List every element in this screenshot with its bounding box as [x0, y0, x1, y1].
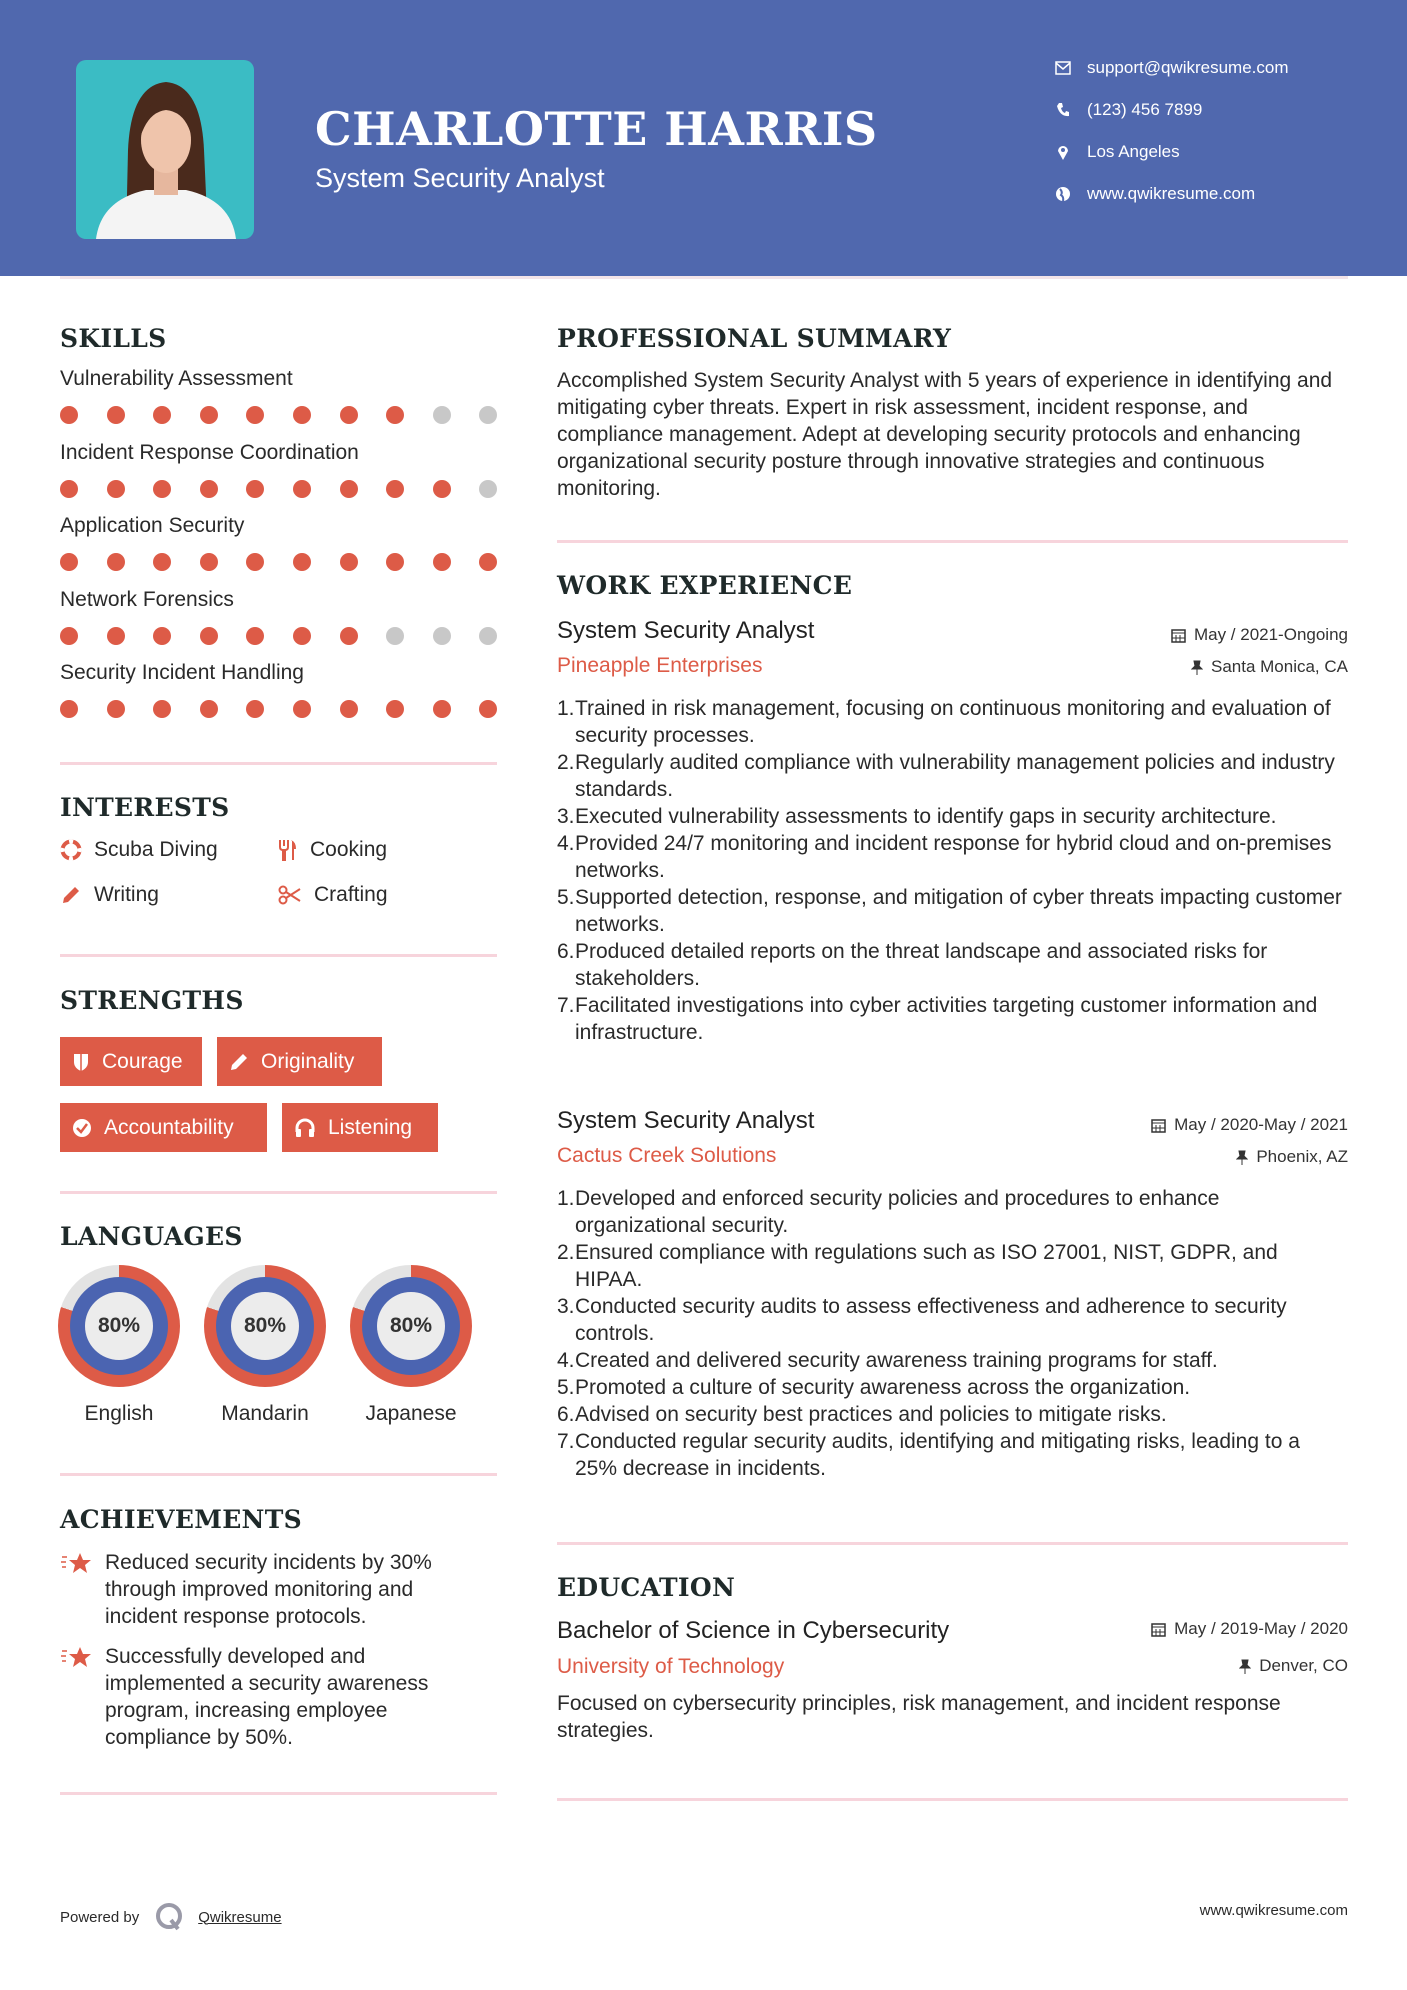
rating-dot-filled	[246, 553, 264, 571]
interest-item	[278, 838, 387, 862]
date-text: May / 2020-May / 2021	[1174, 1115, 1348, 1134]
globe-icon	[1052, 185, 1074, 203]
summary-text: Accomplished System Security Analyst with 5 years of experience in identifying and mitigating cyber threats. Expert in risk assessment, incident response, and compliance management. Adept at developing security protocols and enhancing organizational security posture through innovative strategies and continuous monitoring.	[557, 369, 1333, 500]
interest-label: Scuba Diving	[94, 838, 218, 861]
bullet-number: 3.	[557, 1295, 575, 1318]
bullet-text: Promoted a culture of security awareness across the organization.	[575, 1376, 1191, 1399]
job-bullet	[557, 1185, 1347, 1239]
rating-dot-filled	[153, 406, 171, 424]
company-name: Cactus Creek Solutions	[557, 1144, 777, 1167]
rating-dot-filled	[386, 406, 404, 424]
skill-label: Incident Response Coordination	[60, 440, 359, 464]
calendar-icon	[1151, 1118, 1166, 1133]
section-divider	[60, 1191, 497, 1194]
footer-url[interactable]: www.qwikresume.com	[1199, 1902, 1348, 1919]
bullet-text: Conducted security audits to assess effectiveness and adherence to security controls.	[575, 1295, 1287, 1345]
date-text: May / 2019-May / 2020	[1174, 1619, 1348, 1638]
rating-dot-filled	[340, 627, 358, 645]
skill-label: Application Security	[60, 514, 245, 538]
job-bullet	[557, 1293, 1347, 1347]
bullet-text: Ensured compliance with regulations such as ISO 27001, NIST, GDPR, and HIPAA.	[575, 1241, 1278, 1291]
rating-dot-filled	[293, 553, 311, 571]
contact-text: (123) 456 7899	[1087, 100, 1203, 119]
rating-dot-filled	[153, 480, 171, 498]
job-bullet	[557, 1347, 1347, 1374]
rating-dot-filled	[200, 480, 218, 498]
contact-text: www.qwikresume.com	[1087, 184, 1256, 203]
languages-heading: LANGUAGES	[60, 1222, 243, 1251]
bullet-number: 1.	[557, 697, 575, 720]
achievement-item	[60, 1643, 497, 1751]
strength-label: Originality	[261, 1049, 355, 1073]
skills-heading: SKILLS	[60, 324, 167, 353]
section-divider	[557, 1798, 1348, 1801]
bullet-text: Provided 24/7 monitoring and incident response for hybrid cloud and on-premises networks.	[575, 832, 1332, 882]
section-divider	[60, 954, 497, 957]
summary-heading: PROFESSIONAL SUMMARY	[557, 324, 952, 353]
skill-rating	[60, 700, 497, 718]
bullet-text: Advised on security best practices and policies to mitigate risks.	[575, 1403, 1167, 1426]
rating-dot-filled	[246, 406, 264, 424]
rating-dot-empty	[479, 480, 497, 498]
phone-icon	[1052, 101, 1074, 119]
strength-tag	[60, 1103, 267, 1152]
rating-dot-filled	[340, 700, 358, 718]
job-bullet	[557, 830, 1347, 884]
rating-dot-filled	[386, 700, 404, 718]
rating-dot-filled	[60, 553, 78, 571]
qwikresume-logo-icon	[154, 1902, 184, 1932]
job-bullet	[557, 938, 1347, 992]
rating-dot-empty	[479, 627, 497, 645]
rating-dot-filled	[107, 406, 125, 424]
contact-website[interactable]	[1052, 184, 1255, 204]
bullet-text: Produced detailed reports on the threat landscape and associated risks for stakeholders.	[575, 940, 1268, 990]
location-text: Phoenix, AZ	[1256, 1147, 1348, 1166]
achievement-text: Reduced security incidents by 30% through improved monitoring and incident response protocols.	[105, 1551, 432, 1628]
section-divider	[557, 1542, 1348, 1545]
interest-item	[60, 883, 159, 907]
scissors-icon	[278, 884, 302, 906]
education-location	[1239, 1656, 1348, 1676]
pencil-icon	[60, 884, 82, 906]
section-divider	[557, 540, 1348, 543]
strength-tag	[282, 1103, 438, 1152]
contact-text: Los Angeles	[1087, 142, 1180, 161]
star-icon	[60, 1643, 94, 1671]
language-proficiency-ring	[58, 1265, 180, 1387]
rating-dot-empty	[386, 627, 404, 645]
education-text: Focused on cybersecurity principles, risk management, and incident response strategies.	[557, 1692, 1281, 1742]
bullet-number: 4.	[557, 1349, 575, 1372]
rating-dot-filled	[200, 553, 218, 571]
bullet-number: 2.	[557, 751, 575, 774]
contact-phone[interactable]	[1052, 100, 1202, 120]
rating-dot-filled	[60, 700, 78, 718]
rating-dot-filled	[433, 553, 451, 571]
skill-rating	[60, 553, 497, 571]
section-divider	[60, 762, 497, 765]
rating-dot-empty	[433, 406, 451, 424]
job-bullet	[557, 1401, 1347, 1428]
section-divider	[60, 1792, 497, 1795]
education-date	[1151, 1619, 1348, 1639]
job-location	[1191, 657, 1348, 677]
bullet-number: 5.	[557, 886, 575, 909]
bullet-text: Regularly audited compliance with vulnerability management policies and industry standards.	[575, 751, 1335, 801]
job-bullet	[557, 1428, 1347, 1482]
job-bullet	[557, 803, 1347, 830]
job-date	[1151, 1115, 1348, 1135]
skill-rating	[60, 480, 497, 498]
rating-dot-filled	[293, 480, 311, 498]
rating-dot-filled	[107, 480, 125, 498]
pushpin-icon	[1191, 660, 1203, 675]
strength-label: Courage	[102, 1049, 183, 1073]
pushpin-icon	[1236, 1150, 1248, 1165]
bullet-text: Facilitated investigations into cyber activities targeting customer information and infrastructure.	[575, 994, 1318, 1044]
pushpin-icon	[1239, 1659, 1251, 1674]
rating-dot-filled	[246, 700, 264, 718]
language-percent: 80%	[231, 1292, 299, 1360]
language-label: Japanese	[365, 1402, 457, 1425]
strength-tag	[217, 1037, 382, 1086]
job-title: System Security Analyst	[557, 1107, 815, 1134]
calendar-icon	[1151, 1622, 1166, 1637]
language-percent: 80%	[377, 1292, 445, 1360]
rating-dot-empty	[479, 406, 497, 424]
location-text: Santa Monica, CA	[1210, 657, 1348, 676]
job-bullet	[557, 992, 1347, 1046]
utensils-icon	[278, 839, 298, 861]
date-text: May / 2021-Ongoing	[1193, 625, 1348, 644]
job-location	[1236, 1147, 1348, 1167]
rating-dot-filled	[433, 700, 451, 718]
star-icon	[60, 1549, 94, 1577]
interests-heading: INTERESTS	[60, 793, 230, 822]
skill-label: Vulnerability Assessment	[60, 367, 293, 390]
bullet-number: 2.	[557, 1241, 575, 1264]
headphones-icon	[294, 1118, 316, 1138]
rating-dot-filled	[340, 553, 358, 571]
school-name: University of Technology	[557, 1655, 785, 1678]
bullet-text: Executed vulnerability assessments to identify gaps in security architecture.	[575, 805, 1277, 828]
resume-header	[0, 0, 1407, 276]
job-date	[1171, 625, 1348, 645]
strengths-heading: STRENGTHS	[60, 986, 244, 1015]
interest-label: Crafting	[314, 883, 388, 906]
bullet-number: 1.	[557, 1187, 575, 1210]
footer-powered	[60, 1902, 282, 1932]
rating-dot-filled	[153, 700, 171, 718]
check-circle-icon	[72, 1118, 92, 1138]
rating-dot-empty	[433, 627, 451, 645]
education-heading: EDUCATION	[557, 1573, 736, 1602]
interest-label: Cooking	[310, 838, 388, 861]
rating-dot-filled	[293, 627, 311, 645]
interest-label: Writing	[94, 883, 159, 906]
location-text: Denver, CO	[1259, 1656, 1348, 1675]
rating-dot-filled	[386, 480, 404, 498]
rating-dot-filled	[293, 406, 311, 424]
job-bullets	[557, 695, 1347, 1046]
rating-dot-filled	[200, 700, 218, 718]
rating-dot-filled	[60, 406, 78, 424]
rating-dot-filled	[60, 627, 78, 645]
bullet-text: Conducted regular security audits, identifying and mitigating risks, leading to a 25% decrease in incidents.	[575, 1430, 1300, 1480]
language-label: English	[84, 1402, 154, 1425]
life-ring-icon	[60, 839, 82, 861]
company-name: Pineapple Enterprises	[557, 654, 763, 677]
contact-location	[1052, 142, 1180, 162]
language-percent: 80%	[85, 1292, 153, 1360]
skill-label: Network Forensics	[60, 587, 234, 611]
rating-dot-filled	[200, 406, 218, 424]
bullet-text: Created and delivered security awareness training programs for staff.	[575, 1349, 1218, 1372]
candidate-title: System Security Analyst	[315, 163, 605, 193]
language-proficiency-ring	[350, 1265, 472, 1387]
interest-item	[60, 838, 218, 862]
rating-dot-filled	[340, 406, 358, 424]
job-bullet	[557, 1239, 1347, 1293]
achievements-heading: ACHIEVEMENTS	[60, 1505, 302, 1534]
bullet-number: 3.	[557, 805, 575, 828]
rating-dot-filled	[386, 553, 404, 571]
job-title: System Security Analyst	[557, 617, 815, 644]
calendar-icon	[1171, 628, 1186, 643]
shield-icon	[72, 1052, 90, 1072]
rating-dot-filled	[293, 700, 311, 718]
contact-email[interactable]	[1052, 58, 1289, 78]
map-pin-icon	[1052, 143, 1074, 161]
job-bullet	[557, 695, 1347, 749]
bullet-number: 7.	[557, 1430, 575, 1453]
rating-dot-filled	[340, 480, 358, 498]
profile-photo	[76, 60, 254, 239]
bullet-number: 6.	[557, 1403, 575, 1426]
rating-dot-filled	[107, 553, 125, 571]
candidate-name: CHARLOTTE HARRIS	[315, 102, 878, 156]
achievement-text: Successfully developed and implemented a security awareness program, increasing employee compliance by 50%.	[105, 1645, 429, 1749]
experience-heading: WORK EXPERIENCE	[557, 571, 853, 600]
rating-dot-filled	[107, 627, 125, 645]
contact-text: support@qwikresume.com	[1087, 58, 1289, 77]
rating-dot-filled	[200, 627, 218, 645]
language-proficiency-ring	[204, 1265, 326, 1387]
skill-rating	[60, 627, 497, 645]
job-bullets	[557, 1185, 1347, 1482]
achievement-item	[60, 1549, 497, 1630]
rating-dot-filled	[479, 553, 497, 571]
strength-label: Accountability	[104, 1115, 234, 1139]
strength-label: Listening	[328, 1115, 413, 1139]
powered-by-text: Powered by	[60, 1908, 140, 1926]
bullet-text: Developed and enforced security policies and procedures to enhance organizational security.	[575, 1187, 1220, 1237]
pencil-icon	[229, 1052, 249, 1072]
interest-item	[278, 883, 388, 907]
job-bullet	[557, 884, 1347, 938]
rating-dot-filled	[107, 700, 125, 718]
rating-dot-filled	[246, 627, 264, 645]
qwikresume-link[interactable]: Qwikresume	[198, 1908, 282, 1926]
rating-dot-filled	[153, 553, 171, 571]
skill-rating	[60, 406, 497, 424]
rating-dot-filled	[433, 480, 451, 498]
language-label: Mandarin	[221, 1402, 309, 1425]
header-divider	[60, 276, 1348, 279]
rating-dot-filled	[153, 627, 171, 645]
rating-dot-filled	[246, 480, 264, 498]
rating-dot-filled	[60, 480, 78, 498]
bullet-number: 6.	[557, 940, 575, 963]
bullet-number: 5.	[557, 1376, 575, 1399]
bullet-text: Trained in risk management, focusing on continuous monitoring and evaluation of security processes.	[575, 697, 1331, 747]
section-divider	[60, 1473, 497, 1476]
skill-label: Security Incident Handling	[60, 661, 304, 685]
degree-title: Bachelor of Science in Cybersecurity	[557, 1617, 950, 1644]
rating-dot-filled	[479, 700, 497, 718]
bullet-text: Supported detection, response, and mitigation of cyber threats impacting customer networks.	[575, 886, 1342, 936]
job-bullet	[557, 749, 1347, 803]
strength-tag	[60, 1037, 202, 1086]
bullet-number: 4.	[557, 832, 575, 855]
job-bullet	[557, 1374, 1347, 1401]
bullet-number: 7.	[557, 994, 575, 1017]
envelope-icon	[1052, 59, 1074, 77]
